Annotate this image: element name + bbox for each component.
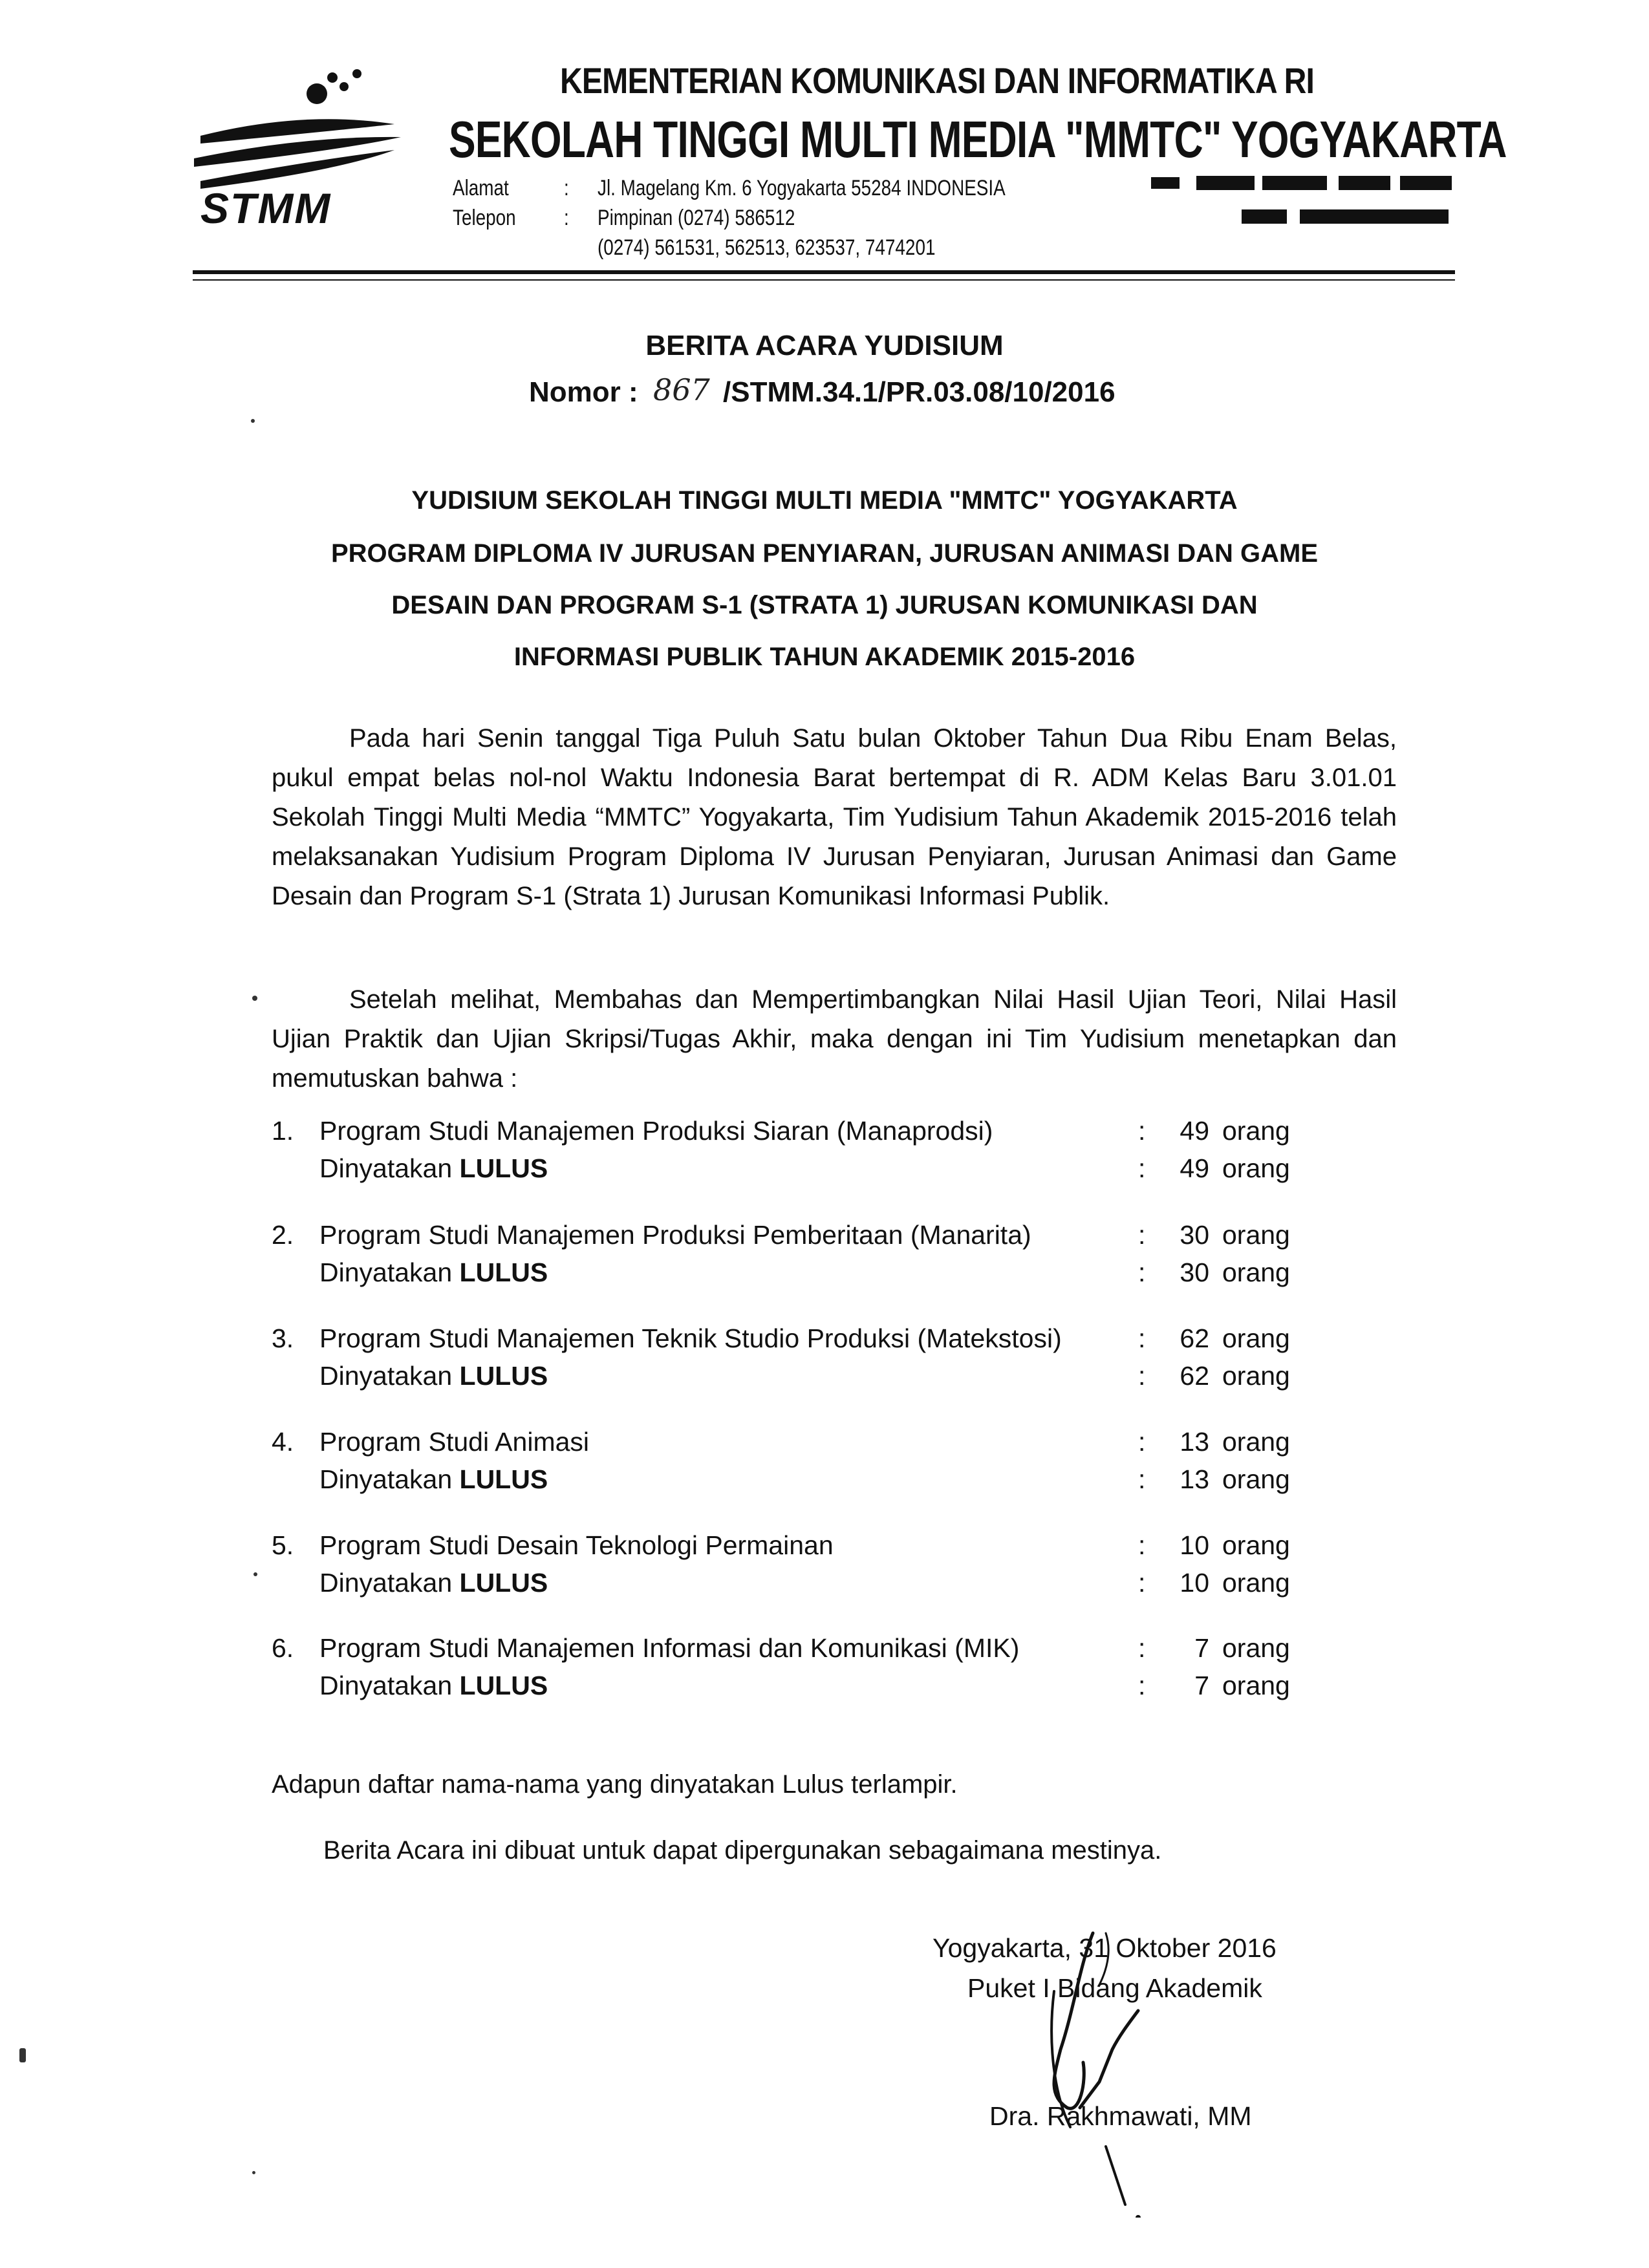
handwritten-signature	[1009, 1914, 1177, 2218]
result-colon: :	[1138, 1427, 1146, 1457]
scan-speck	[252, 2171, 255, 2174]
result-passed-prefix: Dinyatakan	[319, 1153, 453, 1183]
nomor-code: /STMM.34.1/PR.03.08/10/2016	[723, 376, 1116, 408]
closing-statement: Berita Acara ini dibuat untuk dapat dipergunakan sebagaimana mestinya.	[323, 1836, 1162, 1865]
result-unit: orang	[1222, 1361, 1290, 1391]
nomor-label: Nomor :	[529, 376, 638, 408]
result-passed-word: LULUS	[459, 1153, 548, 1183]
result-count: 62	[1180, 1323, 1209, 1353]
result-colon: :	[1138, 1153, 1146, 1183]
ministry-name: KEMENTERIAN KOMUNIKASI DAN INFORMATIKA RI	[560, 60, 1315, 101]
result-unit: orang	[1222, 1568, 1290, 1598]
heading-line-2: PROGRAM DIPLOMA IV JURUSAN PENYIARAN, JURUSAN ANIMASI DAN GAME	[330, 539, 1318, 568]
stmm-logo	[188, 65, 420, 233]
signatory-name: Dra. Rakhmawati, MM	[989, 2101, 1252, 2131]
result-colon: :	[1138, 1671, 1146, 1700]
paragraph-considerations-text: Setelah melihat, Membahas dan Mempertimbangkan Nilai Hasil Ujian Teori, Nilai Hasil Ujian Praktik dan Ujian Skripsi/Tugas Akhir, maka dengan ini Tim Yudisium menetapkan dan memutuskan bahwa :	[272, 985, 1397, 1093]
result-unit: orang	[1222, 1220, 1290, 1250]
result-colon: :	[1138, 1530, 1146, 1560]
result-passed-label	[319, 1464, 548, 1495]
header-rule-thin	[193, 279, 1455, 281]
nomor-number-handwritten: 867	[653, 372, 710, 407]
heading-line-1: YUDISIUM SEKOLAH TINGGI MULTI MEDIA "MMTC" YOGYAKARTA	[411, 486, 1238, 515]
result-passed-prefix: Dinyatakan	[319, 1568, 453, 1598]
result-count: 30	[1180, 1220, 1209, 1250]
svg-text:STMM: STMM	[200, 184, 332, 232]
paragraph-opening-text: Pada hari Senin tanggal Tiga Puluh Satu bulan Oktober Tahun Dua Ribu Enam Belas, pukul empat belas nol-nol Waktu Indonesia Barat bertempat di R. ADM Kelas Baru 3.01.01 Sekolah Tinggi Multi Media “MMTC” Yogyakarta, Tim Yudisium Tahun Akademik 2015-2016 telah melaksanakan Yudisium Program Diploma IV Jurusan Penyiaran, Jurusan Animasi dan Game Desain dan Program S-1 (Strata 1) Jurusan Komunikasi Informasi Publik.	[272, 724, 1397, 910]
result-unit: orang	[1222, 1257, 1290, 1287]
result-unit: orang	[1222, 1153, 1290, 1183]
result-passed-label	[319, 1568, 548, 1598]
result-passed-label	[319, 1671, 548, 1701]
result-colon: :	[1138, 1361, 1146, 1391]
result-program-name: Program Studi Manajemen Produksi Pemberitaan (Manarita)	[319, 1220, 1031, 1250]
result-count: 10	[1180, 1530, 1209, 1560]
result-count: 13	[1180, 1427, 1209, 1457]
document-title: BERITA ACARA YUDISIUM	[645, 330, 1004, 361]
result-number: 1.	[272, 1116, 294, 1146]
result-passed-label	[319, 1361, 548, 1391]
result-number: 3.	[272, 1323, 294, 1353]
scan-speck	[251, 419, 255, 423]
paragraph-considerations	[272, 980, 1397, 1098]
redacted-fax-email-marks	[1151, 173, 1461, 231]
address-value: Jl. Magelang Km. 6 Yogyakarta 55284 INDONESIA	[598, 176, 1006, 200]
heading-line-3: DESAIN DAN PROGRAM S-1 (STRATA 1) JURUSAN KOMUNIKASI DAN	[391, 591, 1258, 619]
result-passed-word: LULUS	[459, 1257, 548, 1287]
result-passed-count: 30	[1180, 1257, 1209, 1287]
scan-speck	[253, 1572, 257, 1576]
heading-line-4: INFORMASI PUBLIK TAHUN AKADEMIK 2015-2016	[513, 643, 1136, 671]
scan-speck	[19, 2048, 26, 2062]
phone-value-2: (0274) 561531, 562513, 623537, 7474201	[598, 235, 936, 260]
result-passed-prefix: Dinyatakan	[319, 1257, 453, 1287]
result-unit: orang	[1222, 1116, 1290, 1146]
result-passed-label	[319, 1153, 548, 1184]
address-label: Alamat	[453, 176, 509, 200]
result-unit: orang	[1222, 1323, 1290, 1353]
phone-value-1: Pimpinan (0274) 586512	[598, 206, 795, 230]
result-colon: :	[1138, 1116, 1146, 1146]
result-passed-prefix: Dinyatakan	[319, 1464, 453, 1494]
result-colon: :	[1138, 1633, 1146, 1663]
result-passed-count: 10	[1180, 1568, 1209, 1598]
school-name: SEKOLAH TINGGI MULTI MEDIA "MMTC" YOGYAKARTA	[449, 111, 1507, 168]
header-rule-thick	[193, 270, 1455, 274]
address-colon: :	[564, 176, 569, 200]
result-count: 49	[1180, 1116, 1209, 1146]
result-count: 7	[1194, 1633, 1209, 1663]
result-passed-word: LULUS	[459, 1671, 548, 1700]
result-program-name: Program Studi Manajemen Informasi dan Komunikasi (MIK)	[319, 1633, 1020, 1663]
result-passed-count: 62	[1180, 1361, 1209, 1391]
result-program-name: Program Studi Desain Teknologi Permainan	[319, 1530, 834, 1560]
result-number: 6.	[272, 1633, 294, 1663]
result-number: 4.	[272, 1427, 294, 1457]
result-passed-count: 13	[1180, 1464, 1209, 1494]
result-passed-word: LULUS	[459, 1568, 548, 1598]
signature-place-date: Yogyakarta, 31 Oktober 2016	[932, 1933, 1277, 1963]
result-passed-label	[319, 1257, 548, 1288]
result-passed-count: 7	[1194, 1671, 1209, 1700]
result-program-name: Program Studi Animasi	[319, 1427, 590, 1457]
result-colon: :	[1138, 1464, 1146, 1494]
result-program-name: Program Studi Manajemen Produksi Siaran (Manaprodsi)	[319, 1116, 993, 1146]
closing-attachment-note: Adapun daftar nama-nama yang dinyatakan Lulus terlampir.	[272, 1770, 958, 1799]
scan-speck	[252, 996, 257, 1001]
result-unit: orang	[1222, 1530, 1290, 1560]
result-passed-prefix: Dinyatakan	[319, 1671, 453, 1700]
phone-colon: :	[564, 206, 569, 230]
result-passed-prefix: Dinyatakan	[319, 1361, 453, 1391]
paragraph-opening	[272, 719, 1397, 916]
phone-label: Telepon	[453, 206, 516, 230]
result-passed-word: LULUS	[459, 1464, 548, 1494]
result-unit: orang	[1222, 1427, 1290, 1457]
result-unit: orang	[1222, 1633, 1290, 1663]
result-passed-word: LULUS	[459, 1361, 548, 1391]
signature-role: Puket I Bidang Akademik	[967, 1973, 1262, 2003]
result-colon: :	[1138, 1257, 1146, 1287]
result-unit: orang	[1222, 1671, 1290, 1700]
result-program-name: Program Studi Manajemen Teknik Studio Produksi (Matekstosi)	[319, 1323, 1062, 1353]
result-number: 2.	[272, 1220, 294, 1250]
result-passed-count: 49	[1180, 1153, 1209, 1183]
result-colon: :	[1138, 1323, 1146, 1353]
result-number: 5.	[272, 1530, 294, 1560]
result-colon: :	[1138, 1568, 1146, 1598]
result-unit: orang	[1222, 1464, 1290, 1494]
result-colon: :	[1138, 1220, 1146, 1250]
